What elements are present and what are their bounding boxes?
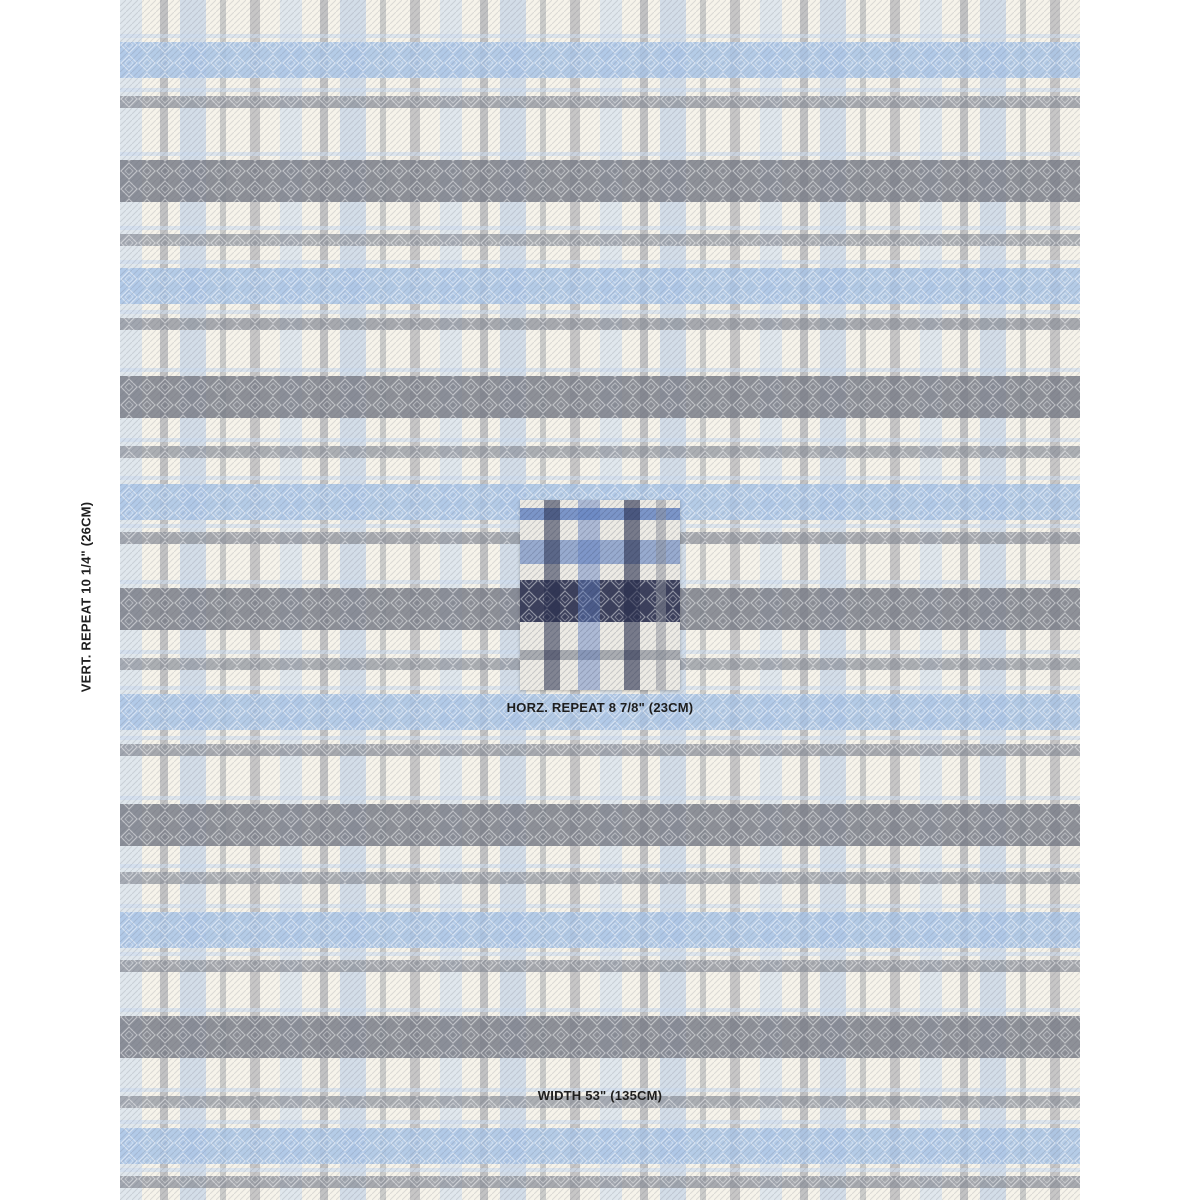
swatch-twill xyxy=(520,500,680,690)
vertical-repeat-label: VERT. REPEAT 10 1/4" (26CM) xyxy=(78,501,94,693)
width-label: WIDTH 53" (135CM) xyxy=(537,1088,663,1103)
swatch-plaid-image xyxy=(520,500,680,690)
repeat-swatch-image xyxy=(520,500,680,690)
horizontal-repeat-label: HORZ. REPEAT 8 7/8" (23CM) xyxy=(506,700,694,715)
